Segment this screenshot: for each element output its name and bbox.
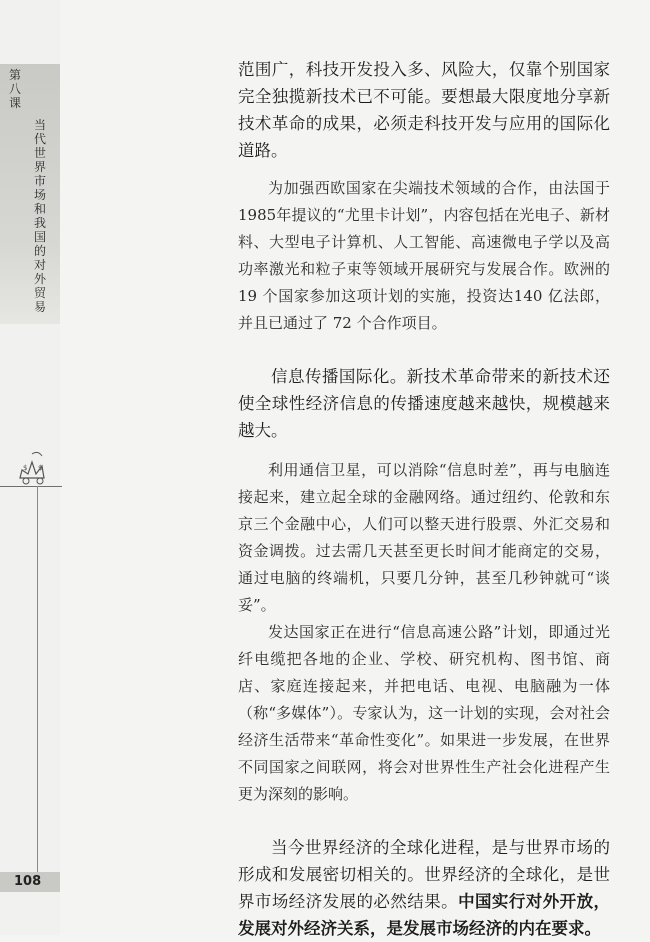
box-satellite-finance: 利用通信卫星，可以消除“信息时差”，再与电脑连接起来，建立起全球的金融网络。通过纽约、伦敦和东京三个金融中心，人们可以整天进行股票、外汇交易和资金调拨。过去需几天甚至更长时间才能商定的交易，通过电脑的终端机，只要几分钟，甚至几秒钟就可“谈妥”。 (238, 461, 610, 614)
paragraph-info-globalization: 信息传播国际化。新技术革命带来的新技术还使全球性经济信息的传播速度越来越快，规模越来越大。 (238, 367, 610, 440)
main-content (238, 56, 610, 942)
conclusion-bold-text: 中国实行对外开放，发展对外经济关系，是发展市场经济的内在要求。 (238, 892, 611, 938)
divider-horizontal (0, 486, 62, 487)
svg-text:$: $ (23, 464, 28, 472)
conclusion-text: 当今世界经济的全球化进程，是与世界市场的形成和发展密切相关的。世界经济的全球化，是世界市场经济发展的必然结果。 (238, 838, 610, 911)
sidebar (0, 0, 60, 935)
chapter-label: 第八课 (9, 68, 22, 110)
fish-icon (14, 448, 54, 486)
svg-text:$: $ (38, 464, 43, 472)
box-info-highway: 发达国家正在进行“信息高速公路”计划，即通过光纤电缆把各地的企业、学校、研究机构、图书馆、商店、家庭连接起来，并把电话、电视、电脑融为一体（称“多媒体”）。专家认为，这一计划的实现，会对社会经济生活带来“革命性变化”。如果进一步发展，在世界不同国家之间联网，将会对世界性生产社会化进程产生更为深刻的影响。 (238, 623, 610, 803)
chapter-title: 当代世界市场和我国的对外贸易 (34, 118, 47, 314)
box-yureka-plan: 为加强西欧国家在尖端技术领域的合作，由法国于1985年提议的“尤里卡计划”，内容包括在光电子、新材料、大型电子计算机、人工智能、高速微电子学以及高功率激光和粒子束等领域开展研究与发展合作。欧洲的 19 个国家参加这项计划的实施，投资达140 亿法郎，并且已通过了 72 个合作项目。 (238, 179, 610, 332)
paragraph-conclusion (238, 834, 610, 942)
page-number: 108 (14, 874, 42, 889)
divider-vertical (37, 486, 38, 872)
paragraph-continuation: 范围广，科技开发投入多、风险大，仅靠个别国家完全独揽新技术已不可能。要想最大限度地分享新技术革命的成果，必须走科技开发与应用的国际化道路。 (238, 60, 610, 160)
